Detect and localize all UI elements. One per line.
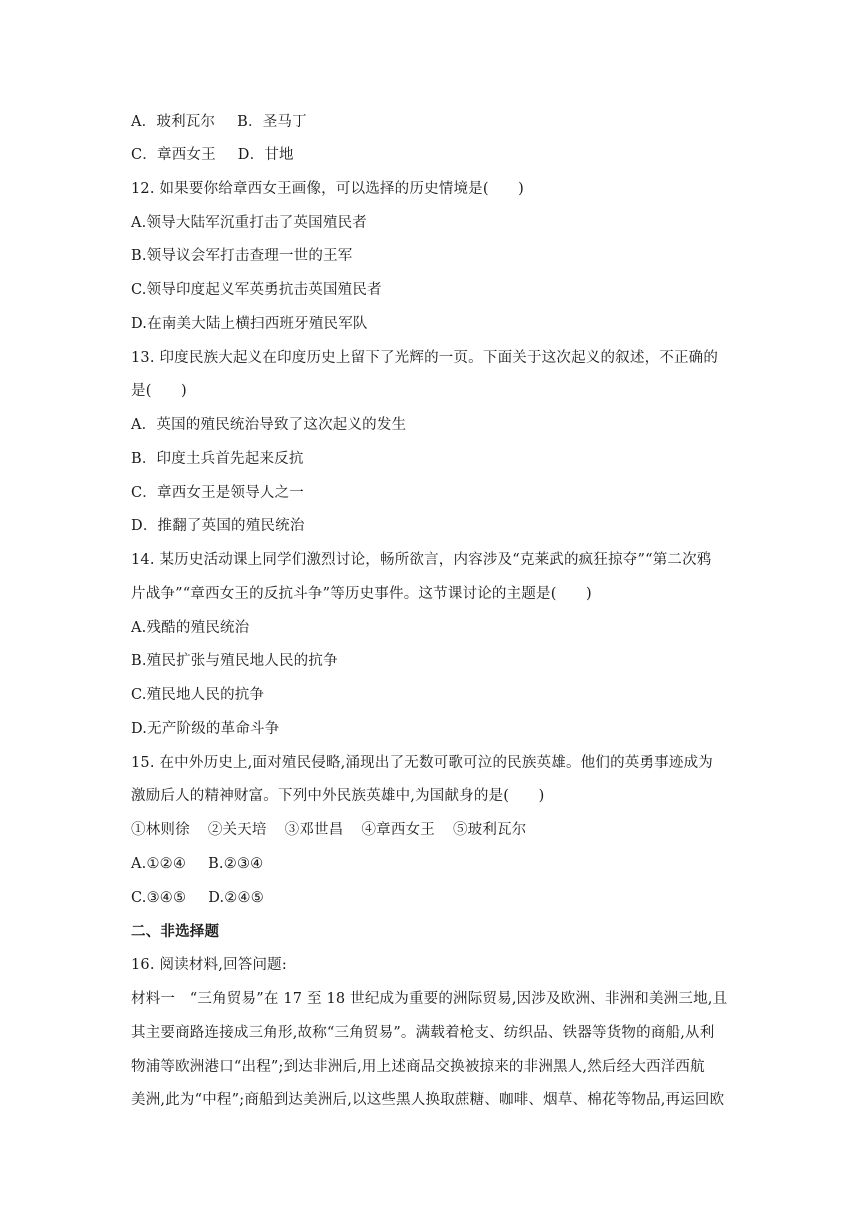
q13-option-d: D．推翻了英国的殖民统治 (131, 518, 305, 534)
q13-option-b: B．印度土兵首先起来反抗 (131, 451, 304, 467)
q14-option-a: A.残酷的殖民统治 (131, 620, 250, 636)
q14-option-d: D.无产阶级的革命斗争 (131, 721, 280, 737)
q15-option-a: A.①②④ (131, 856, 187, 872)
q14-stem-line-2: 片战争”“章西女王的反抗斗争”等历史事件。这节课讨论的主题是( ) (131, 586, 592, 602)
q15-option-d: D.②④⑤ (208, 890, 264, 906)
q16-material-line-3: 物浦等欧洲港口“出程”;到达非洲后,用上述商品交换被掠来的非洲黑人,然后经大西洋西航 (131, 1059, 705, 1075)
q15-option-c: C.③④⑤ (131, 890, 187, 906)
q13-stem-line-1: 13. 印度民族大起义在印度历史上留下了光辉的一页。下面关于这次起义的叙述，不正确的 (131, 350, 719, 366)
q15-item-4: ④章西女王 (361, 822, 435, 838)
q15-option-b: B.②③④ (208, 856, 264, 872)
q15-item-1: ①林则徐 (131, 822, 190, 838)
q13-option-a: A．英国的殖民统治导致了这次起义的发生 (131, 417, 407, 433)
q16-material-line-4: 美洲,此为“中程”;商船到达美洲后,以这些黑人换取蔗糖、咖啡、烟草、棉花等物品,再运回欧 (131, 1092, 725, 1108)
q14-option-b: B.殖民扩张与殖民地人民的抗争 (131, 653, 338, 669)
q15-stem-line-1: 15. 在中外历史上,面对殖民侵略,涌现出了无数可歌可泣的民族英雄。他们的英勇事迹成为 (131, 755, 713, 771)
q14-option-c: C.殖民地人民的抗争 (131, 687, 265, 703)
q12-option-d: D.在南美大陆上横扫西班牙殖民军队 (131, 316, 368, 332)
q13-option-c: C．章西女王是领导人之一 (131, 485, 304, 501)
q16-material-line-1: 材料一 “三角贸易”在 17 至 18 世纪成为重要的洲际贸易,因涉及欧洲、非洲和美洲三地,且 (131, 991, 728, 1007)
q12-option-a: A.领导大陆军沉重打击了英国殖民者 (131, 215, 367, 231)
q16-material-line-2: 其主要商路连接成三角形,故称“三角贸易”。满载着枪支、纺织品、铁器等货物的商船,从利 (131, 1025, 715, 1041)
q16-stem: 16. 阅读材料,回答问题: (131, 957, 287, 973)
q14-stem-line-1: 14. 某历史活动课上同学们激烈讨论，畅所欲言，内容涉及“克莱武的疯狂掠夺”“第二次鸦 (131, 552, 712, 568)
q11-option-a: A．玻利瓦尔 (131, 114, 216, 130)
q11-option-c: C．章西女王 (131, 147, 216, 163)
q15-item-3: ③邓世昌 (284, 822, 344, 838)
q15-stem-line-2: 激励后人的精神财富。下列中外民族英雄中,为国献身的是( ) (131, 788, 545, 804)
q11-option-b: B．圣马丁 (237, 114, 307, 130)
q13-stem-line-2: 是( ) (131, 383, 187, 399)
q15-items (131, 820, 526, 840)
q15-item-2: ②关天培 (207, 822, 267, 838)
q11-options-row-1 (131, 112, 307, 132)
q15-options-row-2 (131, 888, 264, 908)
q12-stem: 12. 如果要你给章西女王画像，可以选择的历史情境是( ) (131, 181, 524, 197)
q12-option-b: B.领导议会军打击查理一世的王军 (131, 248, 353, 264)
q12-option-c: C.领导印度起义军英勇抗击英国殖民者 (131, 282, 382, 298)
section-heading-non-choice: 二、非选择题 (131, 923, 220, 940)
q11-options-row-2 (131, 145, 294, 165)
q15-options-row-1 (131, 854, 263, 874)
q11-option-d: D．甘地 (237, 147, 294, 163)
q15-item-5: ⑤玻利瓦尔 (452, 822, 527, 838)
